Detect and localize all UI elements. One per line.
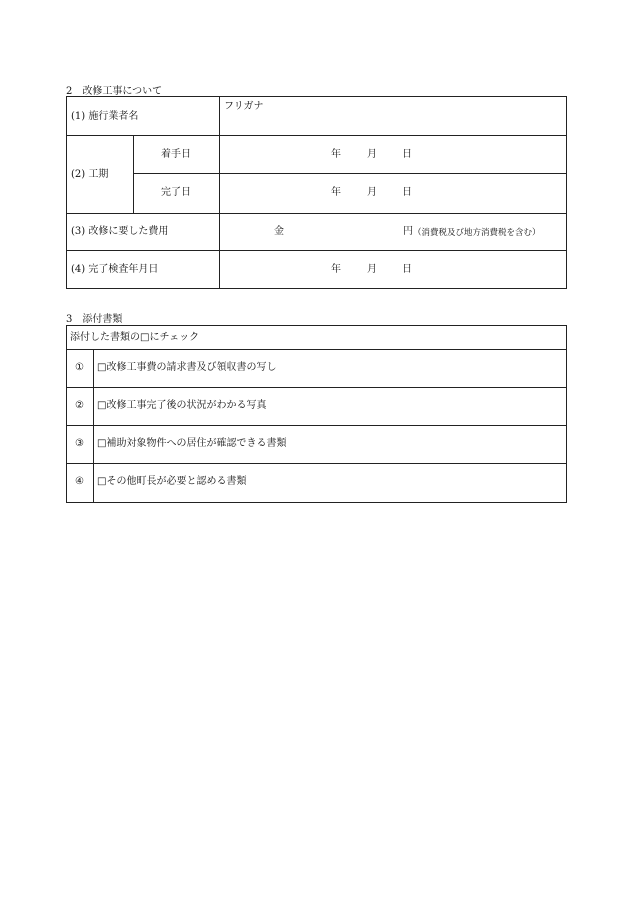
- inspection-month-unit: 月: [367, 264, 377, 275]
- item-number: ②: [75, 400, 84, 411]
- start-day-unit: 日: [402, 149, 412, 160]
- end-month-unit: 月: [367, 187, 377, 198]
- column-divider: [219, 97, 220, 288]
- row-divider: [67, 463, 566, 464]
- end-date-label: 完了日: [161, 187, 191, 198]
- document-item[interactable]: □補助対象物件への居住が確認できる書類: [97, 438, 287, 449]
- renovation-work-table: [66, 96, 567, 289]
- contractor-label: (1) 施行業者名: [71, 111, 139, 122]
- end-day-unit: 日: [402, 187, 412, 198]
- start-date-label: 着手日: [161, 149, 191, 160]
- inspection-date-label: (4) 完了検査年月日: [71, 264, 159, 275]
- document-item[interactable]: □その他町長が必要と認める書類: [97, 476, 247, 487]
- document-item[interactable]: □改修工事完了後の状況がわかる写真: [97, 400, 267, 411]
- row-divider: [67, 387, 566, 388]
- cost-kin-label: 金: [274, 226, 284, 237]
- cost-yen-unit: 円: [403, 226, 413, 237]
- document-item[interactable]: □改修工事費の請求書及び領収書の写し: [97, 362, 277, 373]
- row-divider: [67, 349, 566, 350]
- tax-note: （消費税及び地方消費税を含む）: [413, 228, 541, 238]
- attached-documents-table: [66, 325, 567, 503]
- row-divider: [67, 213, 566, 214]
- item-number: ④: [75, 476, 84, 487]
- section-2-title: 2 改修工事について: [66, 86, 163, 97]
- item-number: ③: [75, 438, 84, 449]
- column-divider: [93, 349, 94, 502]
- check-instruction: 添付した書類の□にチェック: [70, 332, 200, 343]
- row-divider: [67, 135, 566, 136]
- row-divider: [133, 173, 566, 174]
- column-divider: [133, 135, 134, 213]
- furigana-label: フリガナ: [224, 101, 264, 112]
- row-divider: [67, 250, 566, 251]
- period-label: (2) 工期: [71, 169, 109, 180]
- section-3-title: 3 添付書類: [66, 314, 123, 325]
- inspection-year-unit: 年: [331, 264, 341, 275]
- start-year-unit: 年: [331, 149, 341, 160]
- start-month-unit: 月: [367, 149, 377, 160]
- cost-label: (3) 改修に要した費用: [71, 226, 169, 237]
- end-year-unit: 年: [331, 187, 341, 198]
- row-divider: [67, 425, 566, 426]
- inspection-day-unit: 日: [402, 264, 412, 275]
- item-number: ①: [75, 362, 84, 373]
